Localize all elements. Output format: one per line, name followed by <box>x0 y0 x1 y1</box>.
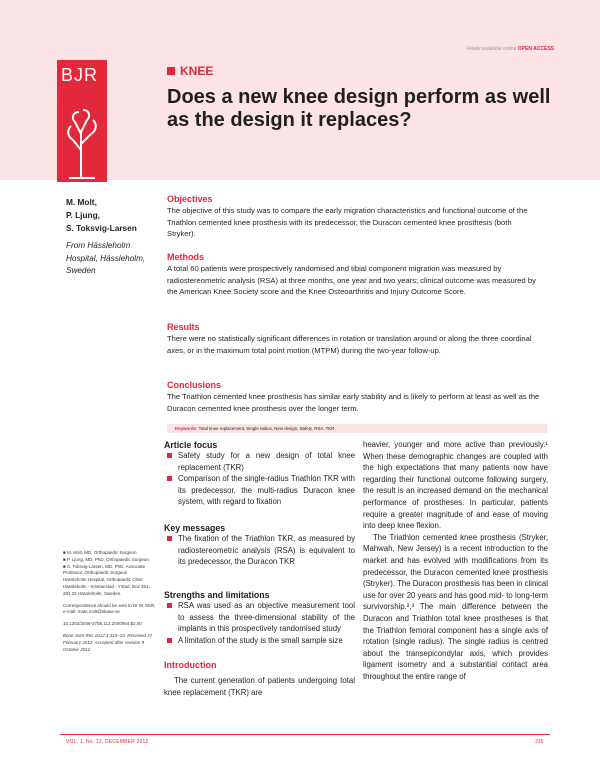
introduction-heading: Introduction <box>164 660 217 670</box>
key-messages-heading: Key messages <box>164 523 226 533</box>
abstract-results <box>167 322 542 356</box>
body-right-column <box>363 439 548 682</box>
methods-text: A total 60 patients were prospectively randomised and tibial component migration was measured by radiostereometric analysis (RSA) at three months, one year and two years; clinical outcome was measured by the American Knee Society score and the Knee Osteoarthritis and Injury Outcome Score. <box>167 264 536 297</box>
citation-text: Bone Joint Res 2012;1:315–23. Received 27 February 2012; Accepted after revision 9 October 2012 <box>63 632 153 652</box>
author-list <box>66 196 137 235</box>
journal-logo <box>57 60 107 182</box>
body-paragraph: heavier, younger and more active than previously.¹ When these demographic changes are coupled with the high expectations that many patients now have regarding their functional outcome following surgery, the result is an increased demand on the mechanical performance of prostheses. In particular, patients require a greater magnitude of and ease of moving into deep knee flexion. <box>363 440 548 531</box>
footer-divider <box>60 734 550 735</box>
key-messages-box <box>164 523 355 568</box>
affiliation-line: Sweden <box>66 266 96 275</box>
body-paragraph: The Triathlon cemented knee prosthesis (Stryker, Mahwah, New Jersey) is a recent introduction to the market and has evolved with modifications from its predecessor, the Duracon cemented knee prosthesis (Stryker). The Duracon prosthesis has been in clinical use for over 20 years and has good mid- to long-term survivorship.²,³ The main difference between the Duracon and Triathlon total knee prostheses is that the Triathlon femoral component has a single axis of rotation (single radius). The single radius is centred about the transepicondylar axis, which provides ligament isometry and a substantial contact area throughout the entire range of <box>363 532 548 681</box>
objectives-text: The objective of this study was to compare the early migration characteristics and functional outcome of the Triathlon cemented knee prosthesis with its predecessor, the Duracon cemented knee prosthesis (both Stryker). <box>167 206 528 239</box>
correspondence-note: Correspondence should be sent to Dr M. Molt; e-mail: mats.molt@skane.se <box>63 602 156 615</box>
keywords-label: Keywords: <box>175 426 198 431</box>
conclusions-heading: Conclusions <box>167 380 222 390</box>
abstract-conclusions <box>167 380 542 414</box>
strengths-box <box>164 590 355 646</box>
page-number: 315 <box>535 739 544 745</box>
strengths-heading: Strengths and limitations <box>164 590 270 600</box>
article-focus-heading: Article focus <box>164 440 218 450</box>
abstract-methods <box>167 252 542 298</box>
results-text: There were no statistically significant differences in rotation or translation around or along the three coordinal axes, or in the maximum total point motion (MTPM) during the two-year follow-up. <box>167 334 532 355</box>
keywords-bar <box>167 424 547 433</box>
section-label <box>167 64 213 78</box>
footer-volume: VOL. 1, No. 12, DECEMBER 2012 <box>66 739 149 745</box>
journal-logo-text: BJR <box>61 65 99 85</box>
open-access-badge: OPEN ACCESS <box>517 46 554 52</box>
affiliation-line: From Hässleholm <box>66 241 131 250</box>
open-access-note <box>467 46 554 52</box>
open-access-prefix: Freely available online <box>466 46 517 52</box>
tree-icon <box>57 60 107 182</box>
author-name: S. Toksvig-Larsen <box>66 223 137 233</box>
results-heading: Results <box>167 322 200 332</box>
list-item: The fixation of the Triathlon TKR, as measured by radiostereometric analysis (RSA) is equivalent to its predecessor, the Duracon TKR <box>164 533 355 568</box>
author-name: M. Molt, <box>66 197 97 207</box>
affiliation <box>66 240 145 278</box>
doi-text: 10.1302/2046-3758.112.2000064 $2.00 <box>63 621 142 627</box>
methods-heading: Methods <box>167 252 204 262</box>
abstract-objectives <box>167 194 542 240</box>
author-notes <box>63 550 158 658</box>
list-item: RSA was used as an objective measurement tool to assess the three-dimensional stability of the implants in this prospectively randomised study <box>164 600 355 635</box>
keywords-text: Total knee replacement, Single radius, New design, Safety, RSA, TKR <box>198 426 335 431</box>
section-label-text: KNEE <box>180 64 214 78</box>
list-item: Safety study for a new design of total knee replacement (TKR) <box>164 450 355 473</box>
objectives-heading: Objectives <box>167 194 213 204</box>
conclusions-text: The Triathlon cemented knee prosthesis has similar early stability and is likely to perform at least as well as the Duracon cemented knee prosthesis over the longer term. <box>167 392 540 413</box>
affiliation-line: Hospital, Hässleholm, <box>66 253 146 263</box>
list-item: A limitation of the study is the small sample size <box>164 635 355 647</box>
article-focus-box <box>164 440 355 508</box>
list-item: Comparison of the single-radius Triathlon TKR with its predecessor, the multi-radius Duracon knee system, with regard to fixation <box>164 473 355 508</box>
article-title: Does a new knee design perform as well as the design it replaces? <box>167 86 551 131</box>
introduction-text: The current generation of patients undergoing total knee replacement (TKR) are <box>164 676 355 697</box>
author-name: P. Ljung, <box>66 210 100 220</box>
author-details: ■ M. Molt, MD, Orthopaedic Surgeon ■ P. Ljung, MD, PhD, Orthopaedic Surgeon ■ S. Toksvig-Larsen, MD, PhD, Associate Professor, Orthopaedic Surgeon Hässleholm Hospital, Orthopaedic Clinic Hässleholm - Kristianstad - Ystad, Box 351, 281 25 Hässleholm, Sweden. <box>63 550 150 596</box>
square-bullet-icon <box>167 67 175 75</box>
